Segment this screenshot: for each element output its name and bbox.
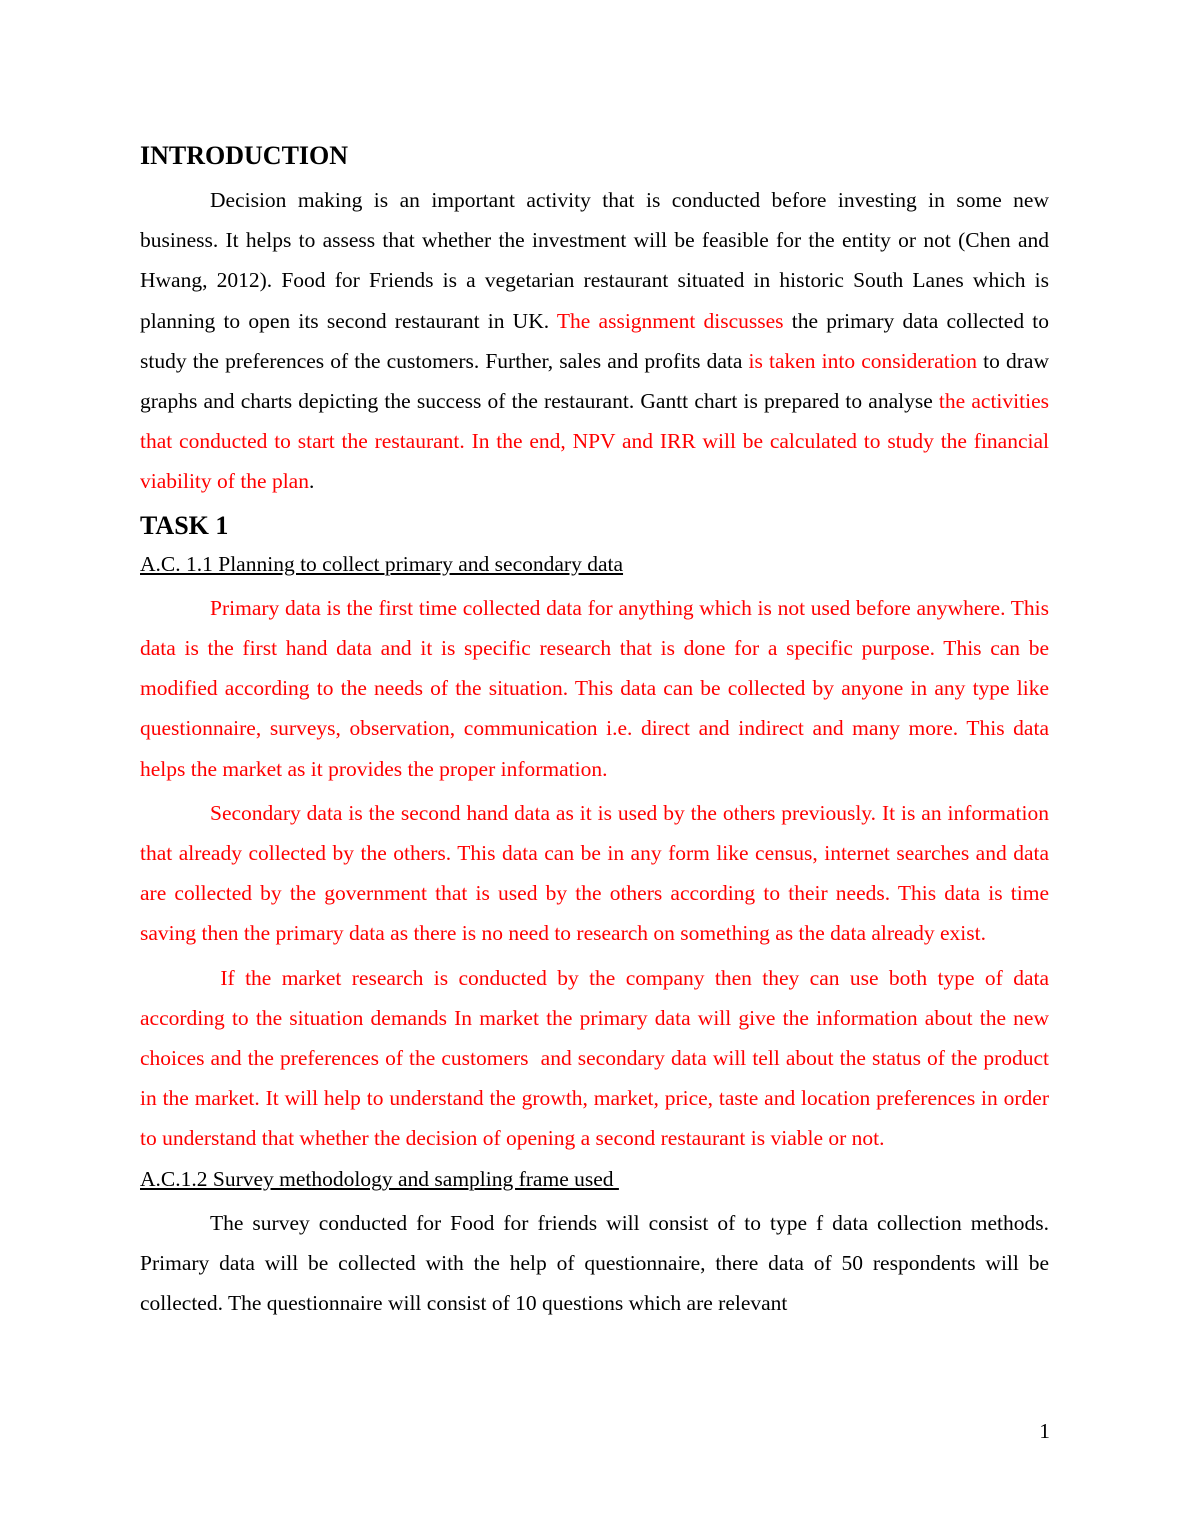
intro-highlight-3: the activities that conducted to start the restaurant. In the end, NPV and IRR will be calculated to study the financial viability of the plan [140,389,1049,494]
introduction-heading: INTRODUCTION [140,141,349,170]
document-page [140,136,1055,1323]
intro-highlight-1: The assignment discusses [556,308,784,333]
secondary-data-paragraph: Secondary data is the second hand data as it is used by the others previously. It is an information that already collected by the others. This data can be in any form like census, internet searches and data are collected by the government that is used by the others according to their needs. This data is time saving then the primary data as there is no need to research on something as the data already exist. [140,800,1049,946]
intro-text-1: Decision making is an important activity that is conducted before investing in some new business. It helps to assess that whether the investment will be feasible for the entity or not (Chen and Hwang, 2012). Food for Friends is a vegetarian restaurant situated in historic South Lanes which is planning to open its second restaurant in UK. [140,188,1049,333]
intro-highlight-2: is taken into consideration [748,348,978,373]
intro-text-4: . [308,469,315,494]
survey-methodology-paragraph: The survey conducted for Food for friends will consist of to type f data collection methods. Primary data will be collected with the help of questionnaire, there data of 50 respondents will be collected. The questionnaire will consist of 10 questions which are relevant [140,1210,1049,1316]
intro-text-3: to draw graphs and charts depicting the success of the restaurant. Gantt chart is prepared to analyse [140,348,1050,414]
ac11-heading: A.C. 1.1 Planning to collect primary and secondary data [140,551,624,576]
ac12-heading: A.C.1.2 Survey methodology and sampling frame used [140,1166,619,1191]
task1-heading: TASK 1 [140,510,229,540]
primary-data-paragraph: Primary data is the first time collected data for anything which is not used before anywhere. This data is the first hand data and it is specific research that is done for a specific purpose. This can be modified according to the needs of the situation. This data can be collected by anyone in any type like questionnaire, surveys, observation, communication i.e. direct and indirect and many more. This data helps the market as it provides the proper information. [140,595,1049,781]
page-number: 1 [1039,1419,1050,1443]
introduction-paragraph [140,176,1049,502]
market-research-paragraph: If the market research is conducted by the company then they can use both type of data according to the situation demands In market the primary data will give the information about the new choices and the preferences of the customers and secondary data will tell about the status of the product in the market. It will help to understand the growth, market, price, taste and location preferences in order to understand that whether the decision of opening a second restaurant is viable or not. [140,965,1055,1151]
intro-text-2: the primary data collected to study the preferences of the customers. Further, sales and profits data [140,308,1049,373]
